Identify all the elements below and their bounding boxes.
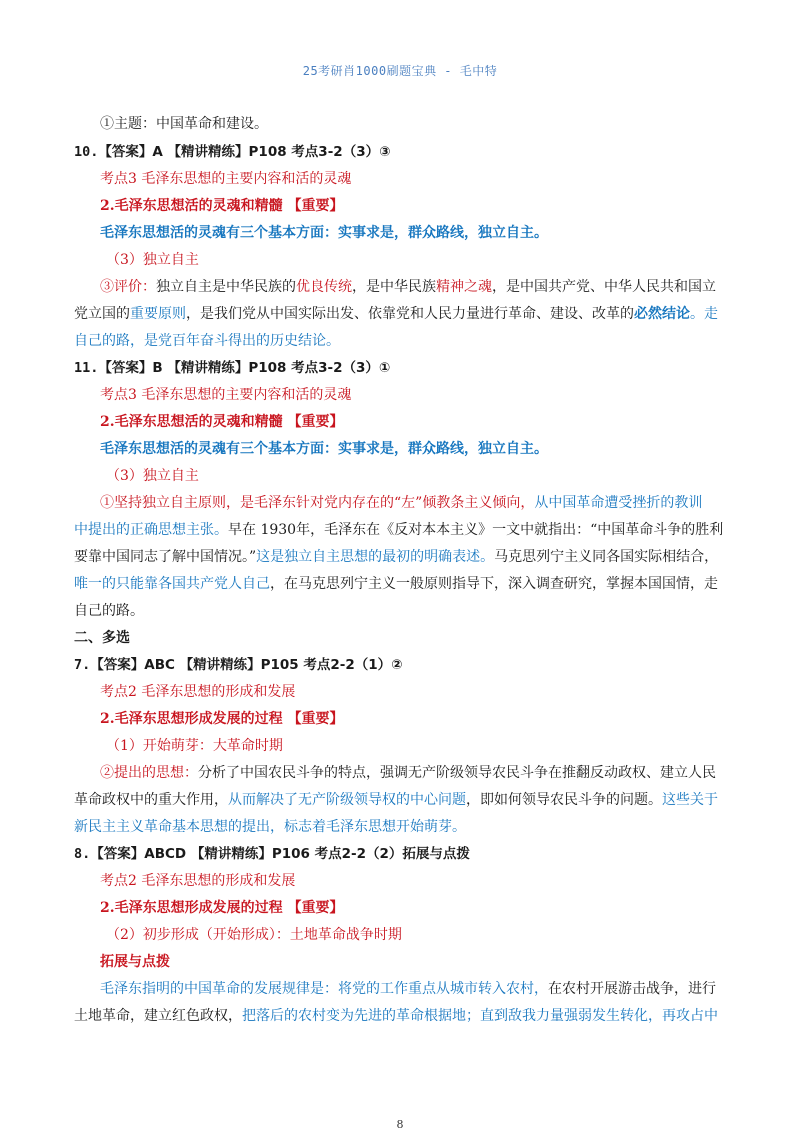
q10-para-line-1: ③评价：独立自主是中华民族的优良传统，是中华民族精神之魂，是中国共产党、中华人民共和国立 <box>100 279 716 295</box>
theme-line: ①主题：中国革命和建设。 <box>100 116 268 132</box>
q7-answer-heading: 7.【答案】ABC 【精讲精练】P105 考点2-2（1）② <box>74 657 403 673</box>
q10-answer-heading: 10.【答案】A 【精讲精练】P108 考点3-2（3）③ <box>74 144 391 160</box>
q8-para-line-1: 毛泽东指明的中国革命的发展规律是：将党的工作重点从城市转入农村，在农村开展游击战争，进行 <box>100 981 716 997</box>
q7-topic: 考点2 毛泽东思想的形成和发展 <box>100 684 296 700</box>
q8-answer-heading: 8.【答案】ABCD 【精讲精练】P106 考点2-2（2）拓展与点拨 <box>74 846 470 862</box>
q7-para-line-2: 革命政权中的重大作用，从而解决了无产阶级领导权的中心问题，即如何领导农民斗争的问题。这些关于 <box>74 792 718 808</box>
q10-topic: 考点3 毛泽东思想的主要内容和活的灵魂 <box>100 171 352 187</box>
q10-key-point: 毛泽东思想活的灵魂有三个基本方面：实事求是，群众路线，独立自主。 <box>100 225 548 241</box>
q8-para-line-2: 土地革命，建立红色政权，把落后的农村变为先进的革命根据地；直到敌我力量强弱发生转化，再攻占中 <box>74 1008 718 1024</box>
q7-para-line-3: 新民主主义革命基本思想的提出，标志着毛泽东思想开始萌芽。 <box>74 819 466 835</box>
q8-subtopic: 2.毛泽东思想形成发展的过程 【重要】 <box>100 900 344 916</box>
q10-para-line-2: 党立国的重要原则，是我们党从中国实际出发、依靠党和人民力量进行革命、建设、改革的必然结论。走 <box>74 306 718 322</box>
section-heading-multiple-choice: 二、多选 <box>74 630 130 646</box>
q11-para-line-5: 自己的路。 <box>74 603 144 619</box>
q8-extension-label: 拓展与点拨 <box>100 954 170 970</box>
q11-para-line-4: 唯一的只能靠各国共产党人自己，在马克思列宁主义一般原则指导下，深入调查研究，掌握本国国情，走 <box>74 576 718 592</box>
q11-subtopic: 2.毛泽东思想活的灵魂和精髓 【重要】 <box>100 414 344 430</box>
q7-subtopic: 2.毛泽东思想形成发展的过程 【重要】 <box>100 711 344 727</box>
q11-key-point: 毛泽东思想活的灵魂有三个基本方面：实事求是，群众路线，独立自主。 <box>100 441 548 457</box>
q10-para-line-3: 自己的路，是党百年奋斗得出的历史结论。 <box>74 333 340 349</box>
q8-item: （2）初步形成（开始形成）：土地革命战争时期 <box>106 927 402 943</box>
q11-para-line-1: ①坚持独立自主原则，是毛泽东针对党内存在的“左”倾教条主义倾向，从中国革命遭受挫折的教训 <box>100 495 703 511</box>
q11-answer-heading: 11.【答案】B 【精讲精练】P108 考点3-2（3）① <box>74 360 391 376</box>
running-header: 25考研肖1000刷题宝典 - 毛中特 <box>302 64 498 78</box>
q11-topic: 考点3 毛泽东思想的主要内容和活的灵魂 <box>100 387 352 403</box>
q11-para-line-3: 要靠中国同志了解中国情况。”这是独立自主思想的最初的明确表述。马克思列宁主义同各国实际相结合， <box>74 549 719 565</box>
q7-item: （1）开始萌芽：大革命时期 <box>106 738 283 754</box>
q10-subtopic: 2.毛泽东思想活的灵魂和精髓 【重要】 <box>100 198 344 214</box>
page-number: 8 <box>396 1118 404 1131</box>
q7-para-line-1: ②提出的思想：分析了中国农民斗争的特点，强调无产阶级领导农民斗争在推翻反动政权、建立人民 <box>100 765 716 781</box>
q11-para-line-2: 中提出的正确思想主张。早在 1930年，毛泽东在《反对本本主义》一文中就指出：“中国革命斗争的胜利 <box>74 522 724 538</box>
q8-topic: 考点2 毛泽东思想的形成和发展 <box>100 873 296 889</box>
q10-item: （3）独立自主 <box>106 252 199 268</box>
q11-item: （3）独立自主 <box>106 468 199 484</box>
